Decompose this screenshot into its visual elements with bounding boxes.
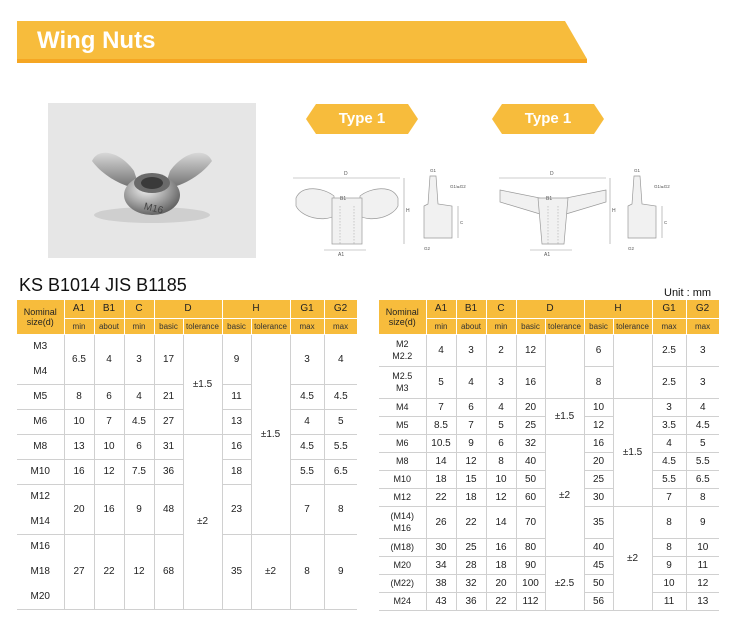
g1-cell: 3 [652, 398, 686, 416]
d-basic-cell: 80 [516, 538, 545, 556]
sub-header: min [64, 318, 94, 334]
g1-cell: 7 [290, 484, 324, 534]
size-cell [379, 334, 426, 366]
h-basic-cell: 6 [584, 334, 613, 366]
a1-cell: 14 [426, 452, 456, 470]
page-title: Wing Nuts [37, 27, 156, 54]
table-row [17, 434, 357, 459]
size-cell: M20 [17, 584, 64, 609]
size-line: M2.5 [392, 371, 413, 381]
col-header: D [516, 300, 584, 318]
a1-cell: 34 [426, 556, 456, 574]
dim-g1g2-label: G1≒G2 [450, 184, 466, 189]
size-line: M2.2 [392, 350, 413, 361]
jis-table-body [379, 334, 719, 610]
g2-cell: 8 [686, 488, 719, 506]
c-cell: 14 [486, 506, 516, 538]
d-basic-cell: 60 [516, 488, 545, 506]
size-cell [379, 538, 426, 556]
h-tolerance-cell-blank [613, 334, 652, 398]
sub-header: tolerance [183, 318, 222, 334]
dim-b1-label: B1 [546, 196, 553, 202]
col-header: C [486, 300, 516, 318]
g1-cell: 5.5 [290, 459, 324, 484]
size-cell [379, 452, 426, 470]
h-basic-cell: 10 [584, 398, 613, 416]
g2-cell: 5 [686, 434, 719, 452]
g2-cell: 10 [686, 538, 719, 556]
col-header: A1 [426, 300, 456, 318]
size-cell: M4 [17, 359, 64, 384]
b1-cell: 12 [456, 452, 486, 470]
g1-cell: 7 [652, 488, 686, 506]
standard-title: KS B1014 JIS B1185 [19, 275, 187, 295]
table-subheader-row [17, 318, 357, 334]
size-cell [379, 470, 426, 488]
d-basic-cell: 31 [154, 434, 183, 459]
c-cell: 4 [486, 398, 516, 416]
col-header: G2 [686, 300, 719, 318]
h-basic-cell: 45 [584, 556, 613, 574]
g2-cell: 9 [324, 534, 357, 609]
g2-cell: 6.5 [686, 470, 719, 488]
dim-c-label: C [664, 220, 668, 225]
sub-header: basic [516, 318, 545, 334]
dim-g2-label: G2 [424, 246, 431, 251]
h-basic-cell: 20 [584, 452, 613, 470]
h-basic-cell: 11 [222, 384, 251, 409]
size-cell: M5 [17, 384, 64, 409]
unit-label: Unit : mm [664, 287, 712, 299]
c-cell: 6 [486, 434, 516, 452]
col-header: C [124, 300, 154, 318]
d-basic-cell: 27 [154, 409, 183, 434]
size-cell [379, 574, 426, 592]
col-header: B1 [94, 300, 124, 318]
size-cell [379, 434, 426, 452]
b1-cell: 22 [456, 506, 486, 538]
size-cell [379, 488, 426, 506]
size-line: M20 [393, 560, 411, 570]
g1-cell: 10 [652, 574, 686, 592]
g2-cell: 12 [686, 574, 719, 592]
sub-header: basic [222, 318, 251, 334]
h-basic-cell: 25 [584, 470, 613, 488]
a1-cell: 13 [64, 434, 94, 459]
b1-cell: 36 [456, 592, 486, 610]
h-tolerance-cell: ±2 [613, 506, 652, 610]
table-row [379, 434, 719, 452]
b1-cell: 9 [456, 434, 486, 452]
sub-header: tolerance [613, 318, 652, 334]
sub-header: max [652, 318, 686, 334]
sub-header: about [94, 318, 124, 334]
size-cell: M14 [17, 509, 64, 534]
col-header: H [222, 300, 290, 318]
dim-g2-label: G2 [628, 246, 635, 251]
c-cell: 4 [124, 384, 154, 409]
sub-header: basic [584, 318, 613, 334]
size-line: M4 [395, 402, 409, 412]
h-basic-cell: 23 [222, 484, 251, 534]
a1-cell: 8 [64, 384, 94, 409]
d-basic-cell: 25 [516, 416, 545, 434]
b1-cell: 7 [94, 409, 124, 434]
g2-cell: 3 [686, 334, 719, 366]
d-basic-cell: 20 [516, 398, 545, 416]
size-line: M6 [395, 438, 409, 448]
type-label-left [306, 104, 418, 134]
b1-cell: 3 [456, 334, 486, 366]
b1-cell: 15 [456, 470, 486, 488]
size-line: M24 [393, 596, 411, 606]
wing-nut-image [48, 103, 256, 258]
side-view-drawing-left [416, 162, 474, 263]
a1-cell: 22 [426, 488, 456, 506]
size-line: M2 [395, 338, 409, 349]
dim-g1g2-label: G1≒G2 [654, 184, 670, 189]
d-basic-cell: 16 [516, 366, 545, 398]
g2-cell: 5.5 [686, 452, 719, 470]
table-row [17, 334, 357, 359]
size-line: M12 [393, 492, 411, 502]
g1-cell: 8 [652, 538, 686, 556]
d-basic-cell: 90 [516, 556, 545, 574]
size-cell: M10 [17, 459, 64, 484]
d-basic-cell: 12 [516, 334, 545, 366]
g1-cell: 4 [290, 409, 324, 434]
nominal-header [379, 300, 426, 334]
g1-cell: 9 [652, 556, 686, 574]
sub-header: basic [154, 318, 183, 334]
sub-header: max [290, 318, 324, 334]
b1-cell: 10 [94, 434, 124, 459]
b1-cell: 18 [456, 488, 486, 506]
dim-g1-label: G1 [430, 168, 437, 173]
type-label-right [492, 104, 604, 134]
d-basic-cell: 36 [154, 459, 183, 484]
size-cell: M8 [17, 434, 64, 459]
sub-header: tolerance [251, 318, 290, 334]
g2-cell: 4 [324, 334, 357, 384]
d-basic-cell: 68 [154, 534, 183, 609]
c-cell: 6 [124, 434, 154, 459]
size-cell: M18 [30, 566, 50, 577]
a1-cell: 5 [426, 366, 456, 398]
c-cell: 9 [124, 484, 154, 534]
col-header: B1 [456, 300, 486, 318]
table-row [379, 334, 719, 366]
sub-header: max [686, 318, 719, 334]
nominal-header-line: Nominal [23, 307, 57, 317]
g1-cell: 4.5 [290, 434, 324, 459]
a1-cell: 10 [64, 409, 94, 434]
d-tolerance-cell: ±1.5 [183, 334, 222, 434]
a1-cell: 7 [426, 398, 456, 416]
h-tolerance-cell: ±1.5 [251, 334, 290, 534]
size-line: (M22) [390, 578, 414, 588]
g2-cell: 4.5 [324, 384, 357, 409]
dim-d-label: D [550, 171, 554, 177]
a1-cell: 10.5 [426, 434, 456, 452]
g1-cell: 5.5 [652, 470, 686, 488]
col-header: G2 [324, 300, 357, 318]
g1-cell: 8 [652, 506, 686, 538]
h-basic-cell: 35 [584, 506, 613, 538]
nominal-header-line: size(d) [26, 317, 54, 327]
a1-cell: 6.5 [64, 334, 94, 384]
d-basic-cell: 50 [516, 470, 545, 488]
h-basic-cell: 8 [584, 366, 613, 398]
d-basic-cell: 70 [516, 506, 545, 538]
table-header-row [17, 300, 357, 318]
size-line: M10 [393, 474, 411, 484]
h-basic-cell: 30 [584, 488, 613, 506]
col-header: D [154, 300, 222, 318]
g1-cell: 2.5 [652, 366, 686, 398]
dim-b1-label: B1 [340, 196, 347, 202]
h-basic-cell: 35 [222, 534, 251, 609]
g2-cell: 5.5 [324, 434, 357, 459]
dim-d-label: D [344, 171, 348, 177]
c-cell: 5 [486, 416, 516, 434]
g1-cell: 4.5 [290, 384, 324, 409]
sub-header: min [426, 318, 456, 334]
g1-cell: 11 [652, 592, 686, 610]
b1-cell: 7 [456, 416, 486, 434]
d-basic-cell: 100 [516, 574, 545, 592]
c-cell: 20 [486, 574, 516, 592]
g2-cell: 11 [686, 556, 719, 574]
c-cell: 8 [486, 452, 516, 470]
sub-header: min [124, 318, 154, 334]
g2-cell: 6.5 [324, 459, 357, 484]
c-cell: 4.5 [124, 409, 154, 434]
table-row [379, 398, 719, 416]
b1-cell: 16 [94, 484, 124, 534]
a1-cell: 18 [426, 470, 456, 488]
size-cell [379, 556, 426, 574]
c-cell: 18 [486, 556, 516, 574]
c-cell: 2 [486, 334, 516, 366]
size-cell [379, 366, 426, 398]
h-basic-cell: 13 [222, 409, 251, 434]
table-header-row [379, 300, 719, 318]
g2-cell: 5 [324, 409, 357, 434]
a1-cell: 26 [426, 506, 456, 538]
g2-cell: 4.5 [686, 416, 719, 434]
product-photo [48, 103, 256, 258]
size-line: M8 [395, 456, 409, 466]
d-tolerance-cell: ±2.5 [545, 556, 584, 610]
d-tolerance-cell: ±2 [545, 434, 584, 556]
nominal-header [17, 300, 64, 334]
h-basic-cell: 16 [222, 434, 251, 459]
g1-cell: 4.5 [652, 452, 686, 470]
size-line: M16 [393, 523, 411, 533]
b1-cell: 22 [94, 534, 124, 609]
col-header: H [584, 300, 652, 318]
dim-c-label: C [460, 220, 464, 225]
g2-cell: 3 [686, 366, 719, 398]
side-view-drawing-right [622, 162, 680, 263]
spec-table-ks [17, 300, 358, 610]
d-basic-cell: 21 [154, 384, 183, 409]
b1-cell: 12 [94, 459, 124, 484]
table-subheader-row [379, 318, 719, 334]
h-basic-cell: 40 [584, 538, 613, 556]
d-tolerance-cell: ±1.5 [545, 398, 584, 434]
spec-table-jis [379, 300, 720, 611]
sub-header: min [486, 318, 516, 334]
b1-cell: 6 [456, 398, 486, 416]
h-basic-cell: 16 [584, 434, 613, 452]
c-cell: 10 [486, 470, 516, 488]
size-cell: M3 [33, 341, 48, 352]
d-basic-cell: 48 [154, 484, 183, 534]
type-label-text: Type 1 [524, 110, 572, 127]
g1-cell: 8 [290, 534, 324, 609]
d-tolerance-cell-blank [545, 334, 584, 398]
dim-a1-label: A1 [338, 252, 345, 258]
nominal-header-line: size(d) [388, 317, 416, 327]
c-cell: 16 [486, 538, 516, 556]
a1-cell: 43 [426, 592, 456, 610]
h-tolerance-cell: ±1.5 [613, 398, 652, 506]
d-basic-cell: 17 [154, 334, 183, 384]
sub-header: about [456, 318, 486, 334]
d-basic-cell: 112 [516, 592, 545, 610]
g1-cell: 4 [652, 434, 686, 452]
sub-header: tolerance [545, 318, 584, 334]
c-cell: 12 [124, 534, 154, 609]
h-basic-cell: 12 [584, 416, 613, 434]
size-line: M5 [395, 420, 409, 430]
c-cell: 3 [486, 366, 516, 398]
dim-h-label: H [406, 208, 410, 214]
dim-g1-label: G1 [634, 168, 641, 173]
d-basic-cell: 32 [516, 434, 545, 452]
d-tolerance-cell: ±2 [183, 434, 222, 609]
size-line: (M18) [390, 542, 414, 552]
type-label-text: Type 1 [338, 110, 386, 127]
dim-a1-label: A1 [544, 252, 551, 258]
size-cell: M16 [30, 541, 50, 553]
b1-cell: 32 [456, 574, 486, 592]
col-header: G1 [290, 300, 324, 318]
c-cell: 22 [486, 592, 516, 610]
size-line: M3 [395, 383, 409, 393]
d-basic-cell: 40 [516, 452, 545, 470]
g2-cell: 13 [686, 592, 719, 610]
size-cell: M12 [30, 491, 50, 503]
c-cell: 7.5 [124, 459, 154, 484]
front-view-drawing-right [494, 162, 618, 263]
a1-cell: 4 [426, 334, 456, 366]
b1-cell: 4 [456, 366, 486, 398]
front-view-drawing-left [288, 162, 412, 263]
a1-cell: 27 [64, 534, 94, 609]
a1-cell: 30 [426, 538, 456, 556]
photo-stamp-text: M16 [142, 201, 165, 217]
g2-cell: 8 [324, 484, 357, 534]
b1-cell: 4 [94, 334, 124, 384]
h-tolerance-cell: ±2 [251, 534, 290, 609]
a1-cell: 20 [64, 484, 94, 534]
size-cell: M6 [17, 409, 64, 434]
col-header: A1 [64, 300, 94, 318]
b1-cell: 28 [456, 556, 486, 574]
c-cell: 3 [124, 334, 154, 384]
size-cell [379, 398, 426, 416]
title-banner [17, 21, 587, 63]
col-header: G1 [652, 300, 686, 318]
g1-cell: 3 [290, 334, 324, 384]
a1-cell: 8.5 [426, 416, 456, 434]
dim-h-label: H [612, 208, 616, 214]
size-line: (M14) [390, 511, 414, 521]
h-basic-cell: 50 [584, 574, 613, 592]
sub-header: max [324, 318, 357, 334]
g2-cell: 9 [686, 506, 719, 538]
g2-cell: 4 [686, 398, 719, 416]
h-basic-cell: 9 [222, 334, 251, 384]
size-cell [379, 416, 426, 434]
size-cell [379, 592, 426, 610]
g1-cell: 3.5 [652, 416, 686, 434]
a1-cell: 16 [64, 459, 94, 484]
a1-cell: 38 [426, 574, 456, 592]
nominal-header-line: Nominal [385, 307, 419, 317]
b1-cell: 6 [94, 384, 124, 409]
h-basic-cell: 18 [222, 459, 251, 484]
h-basic-cell: 56 [584, 592, 613, 610]
b1-cell: 25 [456, 538, 486, 556]
c-cell: 12 [486, 488, 516, 506]
g1-cell: 2.5 [652, 334, 686, 366]
table-row [379, 556, 719, 574]
size-cell [379, 506, 426, 538]
